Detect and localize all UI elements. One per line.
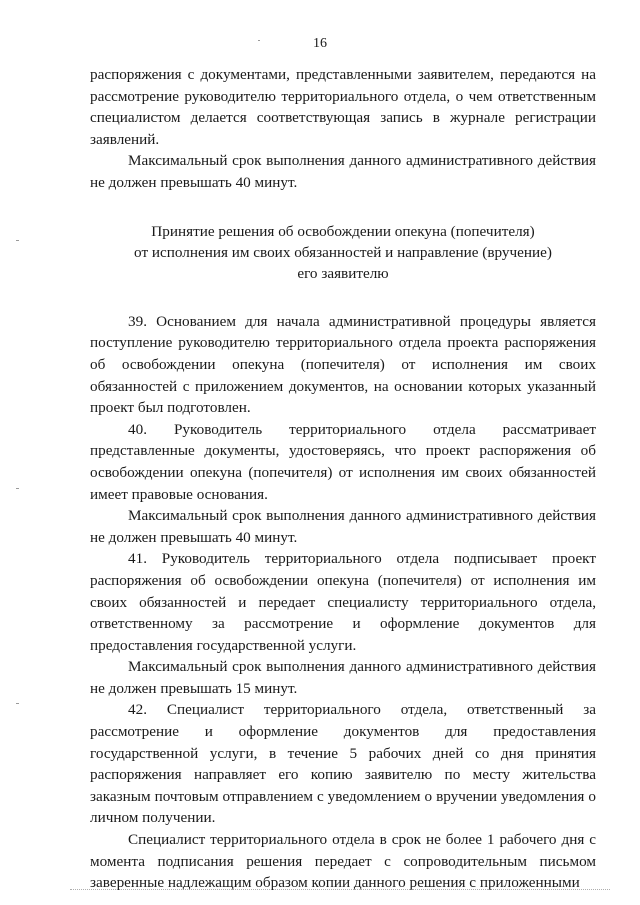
paragraph-item-40: 40. Руководитель территориального отдела рассматривает представленные документы, удостоверяясь, что проект распоряжения об освобождении опекуна (попечителя) от исполнения им своих обязанностей имеет правовые основания. [90,420,596,503]
page-number: 16 [313,36,327,51]
scan-artifact-mark [16,703,19,704]
section-heading-line-2: от исполнения им своих обязанностей и направление (вручение) [134,243,552,261]
paragraph-time-limit: Максимальный срок выполнения данного административного действия не должен превышать 40 минут. [90,507,596,546]
scan-artifact-mark [16,240,19,241]
scan-artifact-mark [16,488,19,489]
document-body [90,64,596,894]
scan-bottom-edge [70,889,610,892]
scan-artifact-mark [258,40,260,41]
section-heading [90,221,596,285]
paragraph-time-limit: Максимальный срок выполнения данного административного действия не должен превышать 40 минут. [90,152,596,191]
paragraph-specialist-transfer: Специалист территориального отдела в срок не более 1 рабочего дня с момента подписания решения передает с сопроводительным письмом заверенные надлежащим образом копии данного решения с приложенными [90,831,596,892]
paragraph-time-limit: Максимальный срок выполнения данного административного действия не должен превышать 15 минут. [90,658,596,697]
paragraph-continuation: распоряжения с документами, представленными заявителем, передаются на рассмотрение руководителю территориального отдела, о чем ответственным специалистом делается соответствующая запись в журнале регистрации заявлений. [90,66,596,148]
paragraph-item-41: 41. Руководитель территориального отдела подписывает проект распоряжения об освобождении опекуна (попечителя) от исполнения им своих обязанностей и передает специалисту территориального отдела, ответственному за рассмотрение и оформление документов для предоставления государственной услуги. [90,550,596,654]
paragraph-item-42: 42. Специалист территориального отдела, ответственный за рассмотрение и оформление документов для предоставления государственной услуги, в течение 5 рабочих дней со дня принятия распоряжения направляет его копию заявителю по месту жительства заказным почтовым отправлением с уведомлением о вручении уведомления о личном получении. [90,701,596,827]
section-heading-line-1: Принятие решения об освобождении опекуна (попечителя) [151,222,535,240]
section-heading-line-3: его заявителю [297,265,389,283]
paragraph-item-39: 39. Основанием для начала административной процедуры является поступление руководителю территориального отдела проекта распоряжения об освобождении опекуна (попечителя) от исполнения им своих обязанностей с приложением документов, на основании которых указанный проект был подготовлен. [90,312,596,417]
